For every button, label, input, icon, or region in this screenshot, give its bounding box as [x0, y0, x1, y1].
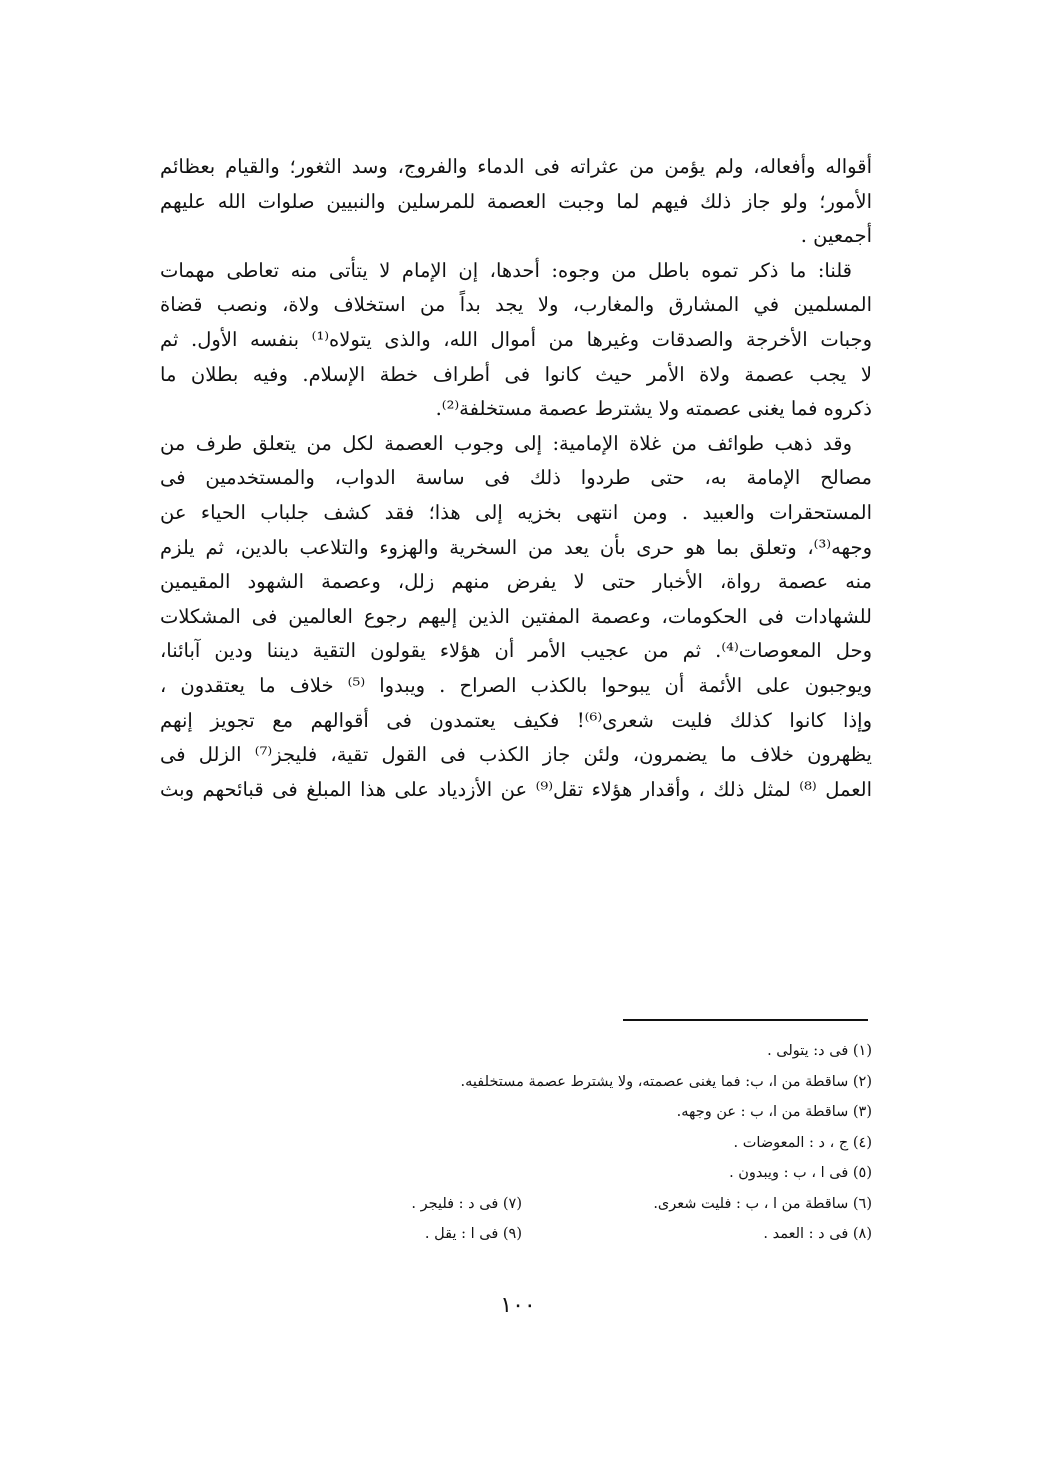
body-text — [160, 150, 872, 807]
text-line: وجبات الأخرجة والصدقات وغيرها من أموال الله، والذى يتولاه⁽¹⁾ بنفسه الأول. ثم — [160, 327, 872, 351]
footnote-separator — [623, 1019, 868, 1021]
footnote-9: (٩) فى ا : يقل . — [424, 1226, 522, 1242]
text-line: وقد ذهب طوائف من غلاة الإمامية: إلى وجوب العصمة لكل من يتعلق طرف من — [160, 431, 852, 455]
text-line: يظهرون خلاف ما يضمرون، ولئن جاز الكذب فى القول تقية، فليجز⁽⁷⁾ الزلل فى — [160, 743, 872, 767]
text-line: المستحقرات والعبيد . ومن انتهى بخزيه إلى هذا؛ فقد كشف جلباب الحياء عن — [160, 500, 872, 524]
text-line: ذكروه فما يغنى عصمته ولا يشترط عصمة مستخلفة⁽²⁾. — [435, 397, 872, 421]
footnote-row — [160, 1097, 872, 1128]
footnote-1: (١) فى د: يتولى . — [767, 1043, 872, 1059]
text-line: أقواله وأفعاله، ولم يؤمن من عثراته فى الدماء والفروج، وسد الثغور؛ والقيام بعظائم — [160, 155, 872, 178]
footnote-3: (٣) ساقطة من ا، ب : عن وجهه. — [676, 1104, 872, 1120]
page-number: ١٠٠ — [500, 1293, 536, 1318]
footnote-row — [160, 1219, 872, 1250]
footnotes — [160, 1036, 872, 1250]
text-line: منه عصمة رواة، الأخبار حتى لا يفرض منهم زلل، وعصمة الشهود المقيمين — [160, 570, 872, 594]
footnote-7: (٧) فى د : فليجر . — [411, 1195, 522, 1212]
text-line: وجهه⁽³⁾، وتعلق بما هو حرى بأن يعد من السخرية والهزوء والتلاعب بالدين، ثم يلزم — [160, 535, 872, 559]
text-line: المسلمين في المشارق والمغارب، ولا يجد بداً من استخلاف ولاة، ونصب قضاة — [160, 293, 872, 317]
text-line: للشهادات فى الحكومات، وعصمة المفتين الذين إليهم رجوع العالمين فى المشكلات — [160, 604, 872, 628]
footnote-8: (٨) فى د : العمد . — [763, 1226, 872, 1242]
footnote-row — [160, 1189, 872, 1220]
text-line: قلنا: ما ذكر تموه باطل من وجوه: أحدها، إن الإمام لا يتأتى منه تعاطى مهمات — [160, 258, 852, 282]
text-line: مصالح الإمامة به، حتى طردوا ذلك فى ساسة الدواب، والمستخدمين فى — [160, 466, 872, 490]
text-line: وحل المعوصات⁽⁴⁾. ثم من عجيب الأمر أن هؤلاء يقولون التقية ديننا ودين آبائنا، — [160, 639, 873, 663]
footnote-row — [160, 1067, 872, 1098]
footnote-row — [160, 1158, 872, 1189]
text-line: ويوجبون على الأئمة أن يبوحوا بالكذب الصراح . ويبدوا ⁽⁵⁾ خلاف ما يعتقدون ، — [160, 673, 872, 697]
footnote-row — [160, 1036, 872, 1067]
text-line: العمل ⁽⁸⁾ لمثل ذلك ، وأقدار هؤلاء تقل⁽⁹⁾ عن الأزدياد على هذا المبلغ فى قبائحهم وبث — [160, 777, 873, 801]
footnote-row — [160, 1128, 872, 1159]
text-line: لا يجب عصمة ولاة الأمر حيث كانوا فى أطراف خطة الإسلام. وفيه بطلان ما — [160, 362, 872, 386]
footnote-4: (٤) ج ، د : المعوضات . — [733, 1134, 872, 1151]
footnote-5: (٥) فى ا ، ب : ويبدون . — [729, 1165, 872, 1181]
footnote-6: (٦) ساقطة من ا ، ب : فليت شعرى. — [653, 1195, 872, 1212]
text-line: الأمور؛ ولو جاز ذلك فيهم لما وجبت العصمة للمرسلين والنبيين صلوات الله عليهم — [160, 189, 872, 213]
text-line: وإذا كانوا كذلك فليت شعرى⁽⁶⁾! فكيف يعتمدون فى أقوالهم مع تجويز إنهم — [160, 708, 872, 732]
text-line: أجمعين . — [800, 224, 872, 248]
footnote-2: (٢) ساقطة من ا، ب: فما يغنى عصمته، ولا يشترط عصمة مستخلفيه. — [460, 1073, 872, 1090]
